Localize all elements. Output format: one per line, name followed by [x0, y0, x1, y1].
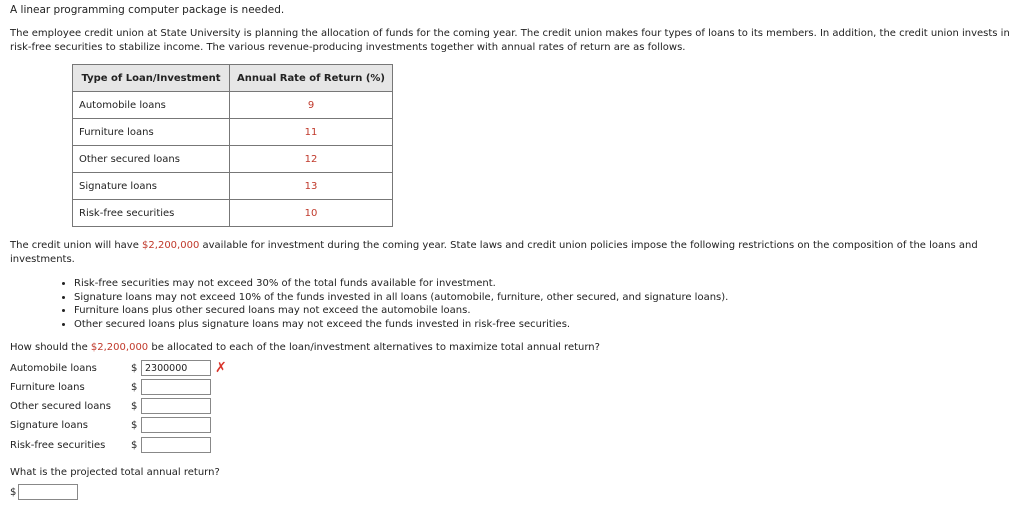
- row-rate: 10: [230, 200, 393, 227]
- total-return-input[interactable]: [18, 484, 78, 500]
- list-item: • Other secured loans plus signature loans may not exceed the funds invested in risk-free securities.: [74, 318, 728, 332]
- dollar-sign: $: [131, 381, 138, 393]
- row-name: Automobile loans: [73, 92, 230, 119]
- row-rate: 9: [230, 92, 393, 119]
- intro-text: A linear programming computer package is needed.: [10, 4, 285, 16]
- signature-loans-input[interactable]: [141, 417, 211, 433]
- allocation-question: [10, 342, 600, 353]
- answer-label: Other secured loans: [10, 400, 111, 412]
- other-secured-loans-input[interactable]: [141, 398, 211, 414]
- row-rate: 12: [230, 146, 393, 173]
- funds-paragraph: [10, 239, 1014, 266]
- row-name: Signature loans: [73, 173, 230, 200]
- total-return-row: [10, 484, 78, 500]
- table-header-row: [73, 65, 393, 92]
- answer-label: Risk-free securities: [10, 439, 106, 451]
- answer-label: Signature loans: [10, 419, 88, 431]
- dollar-sign: $: [131, 419, 138, 431]
- rates-table: [72, 64, 393, 227]
- dollar-sign: $: [131, 439, 138, 451]
- automobile-loans-input[interactable]: [141, 360, 211, 376]
- total-return-question: What is the projected total annual return?: [10, 467, 220, 478]
- incorrect-icon: ✗: [215, 360, 227, 376]
- restrictions-list: [60, 277, 728, 331]
- funds-text-before: The credit union will have: [10, 240, 143, 251]
- row-name: Risk-free securities: [73, 200, 230, 227]
- answer-row-furniture: [10, 378, 211, 396]
- answer-label: Furniture loans: [10, 381, 85, 393]
- dollar-sign: $: [131, 362, 138, 374]
- table-row: [73, 92, 393, 119]
- question-amount: $2,200,000: [90, 342, 149, 353]
- table-row: [73, 146, 393, 173]
- answer-row-signature: [10, 416, 211, 434]
- answer-row-automobile: [10, 359, 227, 377]
- table-row: [73, 119, 393, 146]
- answer-row-risk-free: [10, 436, 211, 454]
- list-item: • Furniture loans plus other secured loans may not exceed the automobile loans.: [74, 304, 728, 318]
- furniture-loans-input[interactable]: [141, 379, 211, 395]
- header-type: Type of Loan/Investment: [73, 65, 230, 92]
- dollar-sign: $: [131, 400, 138, 412]
- table-row: [73, 173, 393, 200]
- question-text-after: be allocated to each of the loan/investment alternatives to maximize total annual return?: [148, 342, 600, 353]
- header-rate: Annual Rate of Return (%): [230, 65, 393, 92]
- list-item: • Risk-free securities may not exceed 30% of the total funds available for investment.: [74, 277, 728, 291]
- problem-description: The employee credit union at State University is planning the allocation of funds for the coming year. The credit union makes four types of loans to its members. In addition, the credit union invests in risk-free securities to stabilize income. The various revenue-producing investments together with annual rates of return are as follows.: [10, 28, 1010, 53]
- question-text-before: How should the: [10, 342, 91, 353]
- row-name: Furniture loans: [73, 119, 230, 146]
- risk-free-securities-input[interactable]: [141, 437, 211, 453]
- row-rate: 11: [230, 119, 393, 146]
- list-item: • Signature loans may not exceed 10% of the funds invested in all loans (automobile, furniture, other secured, and signature loans).: [74, 291, 728, 305]
- table-row: [73, 200, 393, 227]
- dollar-sign: $: [10, 486, 17, 498]
- row-name: Other secured loans: [73, 146, 230, 173]
- row-rate: 13: [230, 173, 393, 200]
- funds-text-after: available for investment during the coming year. State laws and credit union policies impose the following restrictions on the composition of the loans and investments.: [10, 240, 978, 265]
- funds-amount: $2,200,000: [142, 240, 200, 251]
- answer-row-other-secured: [10, 397, 211, 415]
- answer-label: Automobile loans: [10, 362, 97, 374]
